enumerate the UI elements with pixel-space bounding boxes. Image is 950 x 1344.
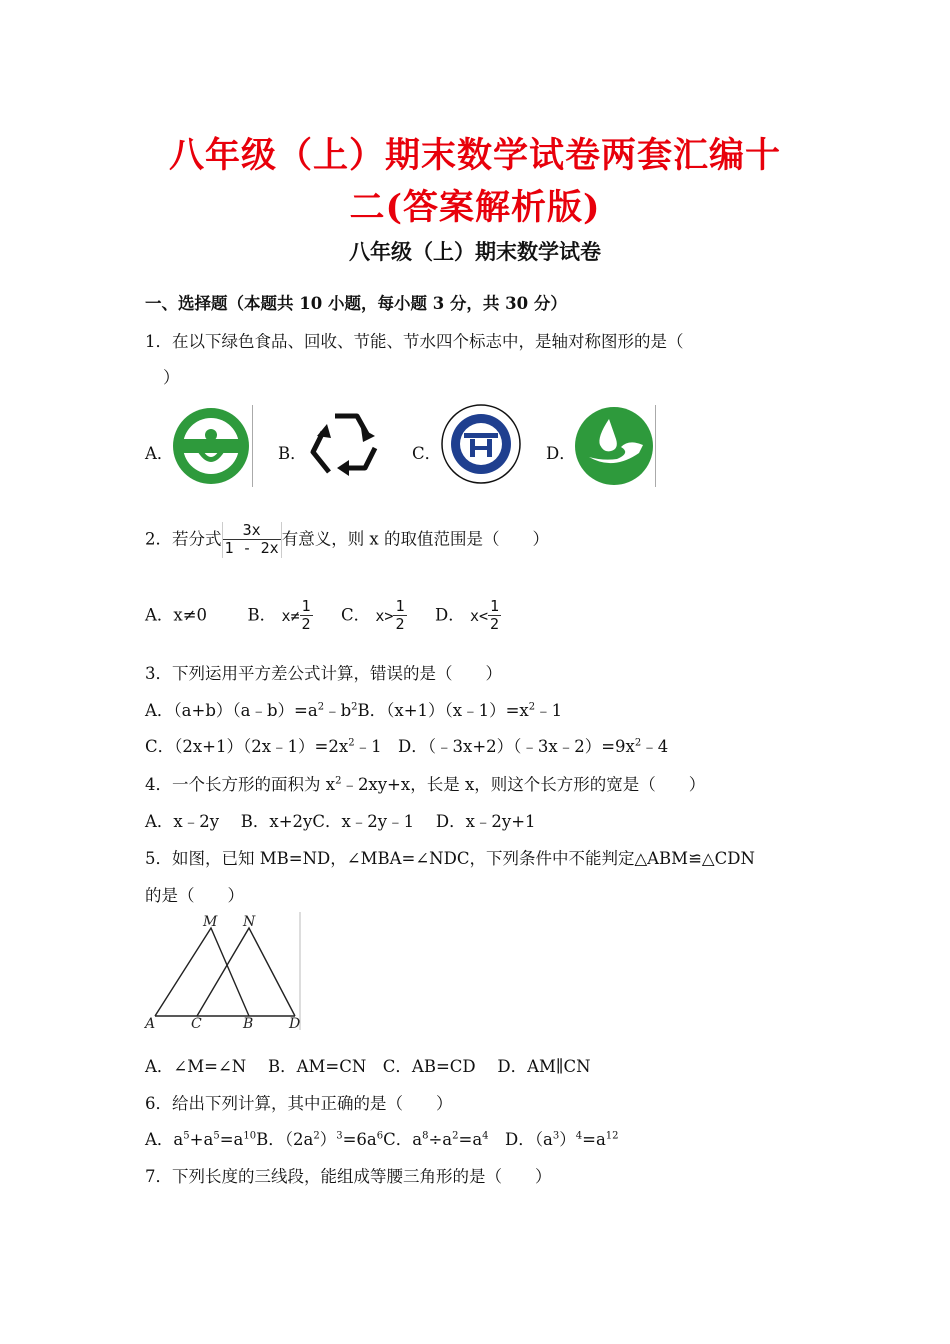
- half-denominator: 2: [490, 615, 500, 634]
- q3-b-part2: ﹣1: [535, 701, 563, 720]
- q6-d-2: ）: [559, 1130, 576, 1149]
- q2-option-b-fraction: [300, 598, 313, 634]
- section-heading-choice: 一、选择题（本题共 10 小题，每小题 3 分，共 30 分）: [145, 294, 567, 313]
- q3-sup: 2: [348, 737, 355, 749]
- half-numerator: 1: [490, 597, 500, 615]
- q6-c-3: =a: [458, 1130, 483, 1149]
- q3-b-part1: B．（x+1）（x﹣1）=x: [357, 701, 529, 720]
- question-3-stem: 3．下列运用平方差公式计算，错误的是（ ）: [145, 664, 502, 683]
- question-5-stem: 5．如图，已知 MB=ND，∠MBA=∠NDC，下列条件中不能判定△ABM≌△CDN: [145, 849, 755, 868]
- question-1-stem-cont: ）: [163, 368, 180, 387]
- q2-option-d-label: D．: [435, 605, 465, 625]
- document-title-line1: 八年级（上）期末数学试卷两套汇编十: [168, 135, 781, 176]
- q2-fraction-numerator: 3x: [223, 522, 281, 540]
- q1-image-border-d: [655, 405, 656, 487]
- q2-stem-pre: 2．若分式: [145, 529, 222, 549]
- half-numerator: 1: [301, 597, 311, 615]
- q1-option-c-label: C．: [412, 444, 442, 463]
- q6-d-3: =a: [582, 1130, 606, 1149]
- recycle-logo-icon: [305, 406, 387, 486]
- question-5-options: A．∠M=∠N B．AM=CN C．AB=CD D．AM∥CN: [145, 1057, 591, 1076]
- question-6-options: [145, 1126, 619, 1150]
- figure-label-m: M: [203, 914, 218, 930]
- q6-c-2: ÷a: [428, 1130, 453, 1149]
- q6-c-sup2: 2: [452, 1130, 459, 1142]
- q4-sup: 2: [335, 775, 342, 787]
- q2-option-d-fraction: [488, 598, 501, 634]
- q3-c-part2: ﹣1 D．（﹣3x+2）（﹣3x﹣2）=9x: [354, 737, 635, 756]
- q6-a-sup1: 5: [183, 1130, 190, 1142]
- q1-option-b-label: B．: [278, 444, 307, 463]
- q2-option-b-label: B．: [247, 605, 277, 625]
- q6-b-sup3: 6: [376, 1130, 384, 1142]
- figure-label-n: N: [243, 914, 256, 930]
- question-1-stem: 1．在以下绿色食品、回收、节能、节水四个标志中，是轴对称图形的是（: [145, 332, 684, 351]
- q6-d-sup2: 4: [575, 1130, 583, 1142]
- q6-d-sup1: 3: [552, 1130, 560, 1142]
- triangle-figure-diagram: [143, 912, 303, 1030]
- q6-b-3: =6a: [342, 1130, 377, 1149]
- q6-d-1: D．（a: [488, 1130, 553, 1149]
- q2-option-c-fraction: [393, 598, 406, 634]
- q2-option-c-math: x>: [375, 606, 394, 625]
- document-title-line2: 二(答案解析版): [349, 187, 601, 228]
- figure-label-c: C: [191, 1016, 202, 1030]
- q2-fraction-denominator: 1 - 2x: [224, 539, 279, 558]
- half-denominator: 2: [301, 615, 311, 634]
- q4-stem-part1: 4．一个长方形的面积为 x: [145, 775, 336, 794]
- energy-saving-logo-icon: [440, 403, 522, 485]
- question-5-stem-cont: 的是（ ）: [145, 886, 244, 905]
- question-4-stem: [145, 771, 705, 795]
- q3-a-part2: ﹣b: [324, 701, 352, 720]
- q6-a-3: =a: [219, 1130, 244, 1149]
- q1-image-border: [252, 405, 253, 487]
- q6-a-1: A．a: [145, 1130, 184, 1149]
- q1-option-a-label: A．: [145, 444, 174, 463]
- q6-c-1: C．a: [383, 1130, 423, 1149]
- q6-a-sup3: 10: [243, 1130, 257, 1142]
- q3-c-part1: C．（2x+1）（2x﹣1）=2x: [145, 737, 349, 756]
- half-denominator: 2: [395, 615, 405, 634]
- figure-label-b: B: [243, 1016, 254, 1030]
- exam-subtitle: 八年级（上）期末数学试卷: [349, 239, 601, 264]
- question-2-options: [145, 598, 501, 634]
- question-3-options-cd: [145, 733, 668, 757]
- q4-stem-part2: ﹣2xy+x，长是 x，则这个长方形的宽是（ ）: [341, 775, 706, 794]
- question-3-options-ab: [145, 697, 562, 721]
- figure-label-a: A: [145, 1016, 156, 1030]
- question-6-stem: 6．给出下列计算，其中正确的是（ ）: [145, 1094, 453, 1113]
- q6-b-sup1: 2: [313, 1130, 320, 1142]
- q2-fraction: [222, 522, 282, 558]
- q2-stem-post: 有意义，则 x 的取值范围是（ ）: [281, 529, 549, 549]
- question-2-stem: [145, 522, 549, 558]
- q6-a-2: +a: [189, 1130, 214, 1149]
- q6-d-sup3: 12: [605, 1130, 619, 1142]
- q3-sup: 2: [634, 737, 642, 749]
- q3-sup: 2: [351, 701, 358, 713]
- figure-label-d: D: [289, 1016, 301, 1030]
- question-7-stem: 7．下列长度的三线段，能组成等腰三角形的是（ ）: [145, 1167, 552, 1186]
- q2-option-d-math: x<: [469, 606, 489, 625]
- q6-b-sup2: 3: [336, 1130, 343, 1142]
- q6-c-sup3: 4: [482, 1130, 489, 1142]
- q2-option-a: A．x≠0: [145, 605, 208, 625]
- q1-option-d-label: D．: [546, 444, 576, 463]
- q6-a-sup2: 5: [213, 1130, 220, 1142]
- q3-sup: 2: [317, 701, 325, 713]
- green-food-logo-icon: [170, 405, 252, 487]
- half-numerator: 1: [395, 597, 405, 615]
- q6-b-2: ）: [319, 1130, 337, 1149]
- question-4-options: A．x﹣2y B．x+2yC．x﹣2y﹣1 D．x﹣2y+1: [145, 812, 536, 831]
- q3-a-part1: A．（a+b）（a﹣b）=a: [145, 701, 318, 720]
- q2-option-c-label: C．: [341, 605, 371, 625]
- water-saving-logo-icon: [573, 405, 655, 487]
- q2-option-b-math: x≠: [281, 606, 300, 625]
- q6-b-1: B．（2a: [256, 1130, 314, 1149]
- q6-c-sup1: 8: [422, 1130, 429, 1142]
- q3-d-part2: ﹣4: [641, 737, 669, 756]
- q3-sup: 2: [528, 701, 536, 713]
